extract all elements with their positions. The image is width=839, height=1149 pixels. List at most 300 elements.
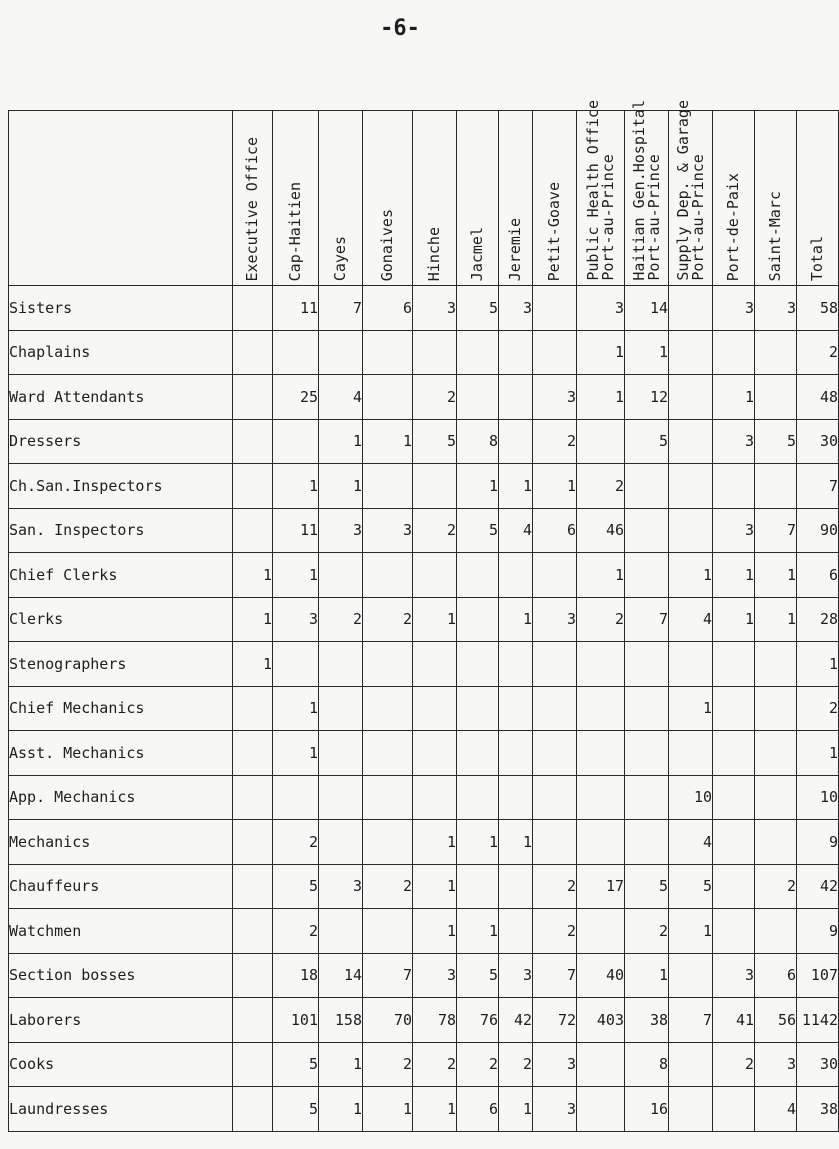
count-cell: 2 [273,909,319,954]
count-cell: 40 [577,953,625,998]
count-cell [233,330,273,375]
count-cell [499,731,533,776]
count-cell [577,1042,625,1087]
count-cell: 3 [499,953,533,998]
count-cell [457,553,499,598]
count-cell: 1 [533,464,577,509]
count-cell: 1 [233,597,273,642]
count-cell [625,775,669,820]
count-cell: 3 [533,597,577,642]
count-cell: 1 [413,597,457,642]
count-cell [577,686,625,731]
count-cell: 16 [625,1087,669,1132]
row-total-cell: 1 [797,642,839,687]
count-cell [533,686,577,731]
count-cell [457,775,499,820]
count-cell: 1 [713,597,755,642]
count-cell: 1 [457,464,499,509]
table-row [9,464,839,509]
count-cell: 2 [533,419,577,464]
count-cell: 4 [319,375,363,420]
count-cell [233,953,273,998]
count-cell: 5 [457,953,499,998]
row-label: Laborers [9,998,233,1043]
row-label: Cooks [9,1042,233,1087]
header-corner [9,111,233,286]
count-cell [499,642,533,687]
count-cell: 1 [577,330,625,375]
count-cell: 1 [319,1042,363,1087]
table-row [9,375,839,420]
count-cell [713,464,755,509]
count-cell: 2 [413,1042,457,1087]
count-cell: 7 [669,998,713,1043]
count-cell: 5 [625,419,669,464]
count-cell [669,642,713,687]
count-cell: 1 [233,553,273,598]
count-cell: 14 [319,953,363,998]
count-cell [713,1087,755,1132]
count-cell: 2 [273,820,319,865]
count-cell [669,375,713,420]
count-cell: 1 [319,419,363,464]
count-cell [669,419,713,464]
row-total-cell: 58 [797,286,839,331]
count-cell: 7 [533,953,577,998]
count-cell: 1 [499,597,533,642]
table-row [9,731,839,776]
table-row [9,1042,839,1087]
count-cell [713,864,755,909]
count-cell [625,686,669,731]
count-cell [577,642,625,687]
count-cell [713,820,755,865]
count-cell: 3 [755,1042,797,1087]
count-cell: 76 [457,998,499,1043]
count-cell: 7 [363,953,413,998]
row-label: Dressers [9,419,233,464]
count-cell: 56 [755,998,797,1043]
count-cell: 7 [319,286,363,331]
count-cell: 1 [413,864,457,909]
column-header-line: Jeremie [506,217,524,281]
count-cell: 1 [669,553,713,598]
count-cell: 1 [625,953,669,998]
count-cell: 1 [273,731,319,776]
count-cell: 46 [577,508,625,553]
column-header [499,111,533,286]
count-cell: 3 [713,419,755,464]
table-row [9,330,839,375]
count-cell [625,731,669,776]
count-cell [669,731,713,776]
column-header-line: Gonaives [378,208,396,281]
count-cell: 2 [499,1042,533,1087]
count-cell [273,419,319,464]
count-cell: 3 [363,508,413,553]
count-cell: 1 [755,597,797,642]
count-cell [755,686,797,731]
column-header [713,111,755,286]
count-cell [233,419,273,464]
column-header-line: Petit-Goave [545,181,563,281]
row-total-cell: 42 [797,864,839,909]
count-cell [625,642,669,687]
count-cell [669,508,713,553]
count-cell [713,731,755,776]
count-cell [499,553,533,598]
count-cell: 1 [363,1087,413,1132]
count-cell [499,686,533,731]
column-header-line: Cap-Haitien [286,181,304,281]
row-label: Ch.San.Inspectors [9,464,233,509]
count-cell: 1 [499,820,533,865]
count-cell [713,330,755,375]
count-cell [669,1087,713,1132]
count-cell: 3 [273,597,319,642]
column-header-line: Cayes [331,235,349,281]
column-header [625,100,669,286]
count-cell: 3 [713,286,755,331]
table-row [9,909,839,954]
row-total-cell: 2 [797,330,839,375]
count-cell: 1 [413,909,457,954]
count-cell: 2 [363,1042,413,1087]
count-cell [499,864,533,909]
count-cell [713,642,755,687]
row-total-cell: 38 [797,1087,839,1132]
row-label: Section bosses [9,953,233,998]
count-cell [457,642,499,687]
count-cell [577,419,625,464]
count-cell [413,553,457,598]
count-cell: 4 [669,597,713,642]
row-label: Stenographers [9,642,233,687]
count-cell: 5 [669,864,713,909]
column-header [755,111,797,286]
count-cell: 5 [457,508,499,553]
count-cell: 3 [413,953,457,998]
count-cell [533,330,577,375]
count-cell [499,775,533,820]
count-cell [233,909,273,954]
count-cell [755,731,797,776]
row-total-cell: 48 [797,375,839,420]
count-cell: 5 [273,1042,319,1087]
count-cell: 7 [625,597,669,642]
table-row [9,642,839,687]
count-cell: 2 [755,864,797,909]
column-header [797,111,839,286]
count-cell: 1 [363,419,413,464]
count-cell [669,953,713,998]
table-row [9,553,839,598]
count-cell [233,1042,273,1087]
count-cell: 70 [363,998,413,1043]
count-cell [273,775,319,820]
count-cell: 403 [577,998,625,1043]
count-cell [625,508,669,553]
count-cell [319,775,363,820]
count-cell: 2 [533,864,577,909]
row-label: Sisters [9,286,233,331]
count-cell: 2 [577,464,625,509]
column-header-line: Saint-Marc [766,190,784,281]
table-row [9,419,839,464]
table-row [9,775,839,820]
count-cell [625,553,669,598]
count-cell [319,686,363,731]
row-total-cell: 6 [797,553,839,598]
count-cell: 41 [713,998,755,1043]
count-cell: 1 [669,909,713,954]
count-cell [363,775,413,820]
count-cell [363,330,413,375]
count-cell: 6 [533,508,577,553]
count-cell: 3 [319,508,363,553]
count-cell: 2 [457,1042,499,1087]
count-cell: 6 [363,286,413,331]
count-cell: 1 [319,464,363,509]
count-cell [533,642,577,687]
row-total-cell: 7 [797,464,839,509]
count-cell: 101 [273,998,319,1043]
count-cell: 7 [755,508,797,553]
row-total-cell: 107 [797,953,839,998]
count-cell: 2 [363,864,413,909]
row-label: Watchmen [9,909,233,954]
row-total-cell: 30 [797,1042,839,1087]
count-cell [413,731,457,776]
count-cell: 158 [319,998,363,1043]
count-cell [413,775,457,820]
count-cell: 3 [533,375,577,420]
count-cell: 3 [755,286,797,331]
count-cell [625,820,669,865]
count-cell [755,464,797,509]
table-row [9,686,839,731]
count-cell [533,820,577,865]
count-cell [755,642,797,687]
table-row [9,597,839,642]
count-cell [363,553,413,598]
row-total-cell: 9 [797,909,839,954]
count-cell [533,553,577,598]
column-header [577,100,625,286]
row-label: Clerks [9,597,233,642]
count-cell: 1 [577,375,625,420]
count-cell: 1 [577,553,625,598]
row-total-cell: 90 [797,508,839,553]
column-header-line: Executive Office [243,136,261,281]
row-total-cell: 1 [797,731,839,776]
count-cell: 18 [273,953,319,998]
row-label: Asst. Mechanics [9,731,233,776]
count-cell: 1 [755,553,797,598]
count-cell: 5 [273,864,319,909]
column-header-line: Supply Dep. & Garage [673,100,692,281]
count-cell [669,1042,713,1087]
row-label: App. Mechanics [9,775,233,820]
count-cell: 38 [625,998,669,1043]
row-total-cell: 30 [797,419,839,464]
table-row [9,864,839,909]
count-cell [363,686,413,731]
count-cell [755,375,797,420]
count-cell: 42 [499,998,533,1043]
count-cell: 1 [233,642,273,687]
table-row [9,998,839,1043]
column-header-line: Haitian Gen.Hospital [629,100,648,281]
count-cell [669,464,713,509]
count-cell [713,909,755,954]
count-cell [713,775,755,820]
count-cell: 1 [669,686,713,731]
count-cell [233,775,273,820]
count-cell [363,820,413,865]
count-cell [233,375,273,420]
count-cell: 11 [273,508,319,553]
row-label: San. Inspectors [9,508,233,553]
column-header-line: Jacmel [468,226,486,281]
count-cell: 25 [273,375,319,420]
count-cell: 8 [457,419,499,464]
column-header [533,111,577,286]
count-cell [755,820,797,865]
column-header [457,111,499,286]
count-cell: 8 [625,1042,669,1087]
count-cell [363,731,413,776]
count-cell: 2 [577,597,625,642]
count-cell: 1 [713,375,755,420]
count-cell: 1 [273,553,319,598]
column-header-line: Total [808,235,826,281]
count-cell: 3 [413,286,457,331]
column-header-line: Port-au-Prince [598,154,617,281]
count-cell [233,686,273,731]
count-cell: 12 [625,375,669,420]
row-total-cell: 2 [797,686,839,731]
count-cell [233,820,273,865]
count-cell [577,820,625,865]
column-header [363,111,413,286]
count-cell [457,864,499,909]
count-cell [669,330,713,375]
column-header [273,111,319,286]
column-header-line: Hinche [425,226,443,281]
count-cell: 3 [533,1042,577,1087]
table-row [9,508,839,553]
column-header [233,111,273,286]
count-cell [319,330,363,375]
count-cell [233,286,273,331]
row-total-cell: 10 [797,775,839,820]
count-cell [413,330,457,375]
count-cell: 5 [457,286,499,331]
count-cell [363,375,413,420]
row-label: Laundresses [9,1087,233,1132]
count-cell: 5 [413,419,457,464]
count-cell [413,642,457,687]
count-cell [533,731,577,776]
count-cell [233,998,273,1043]
count-cell: 1 [499,464,533,509]
count-cell [363,642,413,687]
count-cell [233,1087,273,1132]
count-cell: 4 [755,1087,797,1132]
count-cell: 1 [457,820,499,865]
count-cell [755,330,797,375]
count-cell [233,464,273,509]
count-cell [499,375,533,420]
count-cell [577,1087,625,1132]
count-cell [319,642,363,687]
table-body [9,286,839,1132]
count-cell: 1 [273,464,319,509]
count-cell [577,909,625,954]
table-row [9,953,839,998]
count-cell [363,909,413,954]
count-cell [625,464,669,509]
count-cell [273,330,319,375]
count-cell [413,686,457,731]
count-cell: 2 [363,597,413,642]
count-cell [669,286,713,331]
table-row [9,820,839,865]
count-cell [577,731,625,776]
count-cell: 78 [413,998,457,1043]
count-cell: 3 [319,864,363,909]
count-cell [499,419,533,464]
count-cell [233,508,273,553]
column-header-line: Public Health Office [583,100,602,281]
count-cell [755,775,797,820]
count-cell: 1 [457,909,499,954]
table-row [9,1087,839,1132]
column-header-line: Port-au-Prince [688,154,707,281]
count-cell: 2 [713,1042,755,1087]
row-label: Chauffeurs [9,864,233,909]
count-cell: 2 [319,597,363,642]
count-cell [533,775,577,820]
count-cell [319,731,363,776]
count-cell [713,686,755,731]
count-cell: 2 [625,909,669,954]
count-cell: 2 [413,375,457,420]
count-cell: 5 [755,419,797,464]
row-total-cell: 28 [797,597,839,642]
count-cell: 6 [457,1087,499,1132]
count-cell: 14 [625,286,669,331]
count-cell: 3 [533,1087,577,1132]
count-cell [499,330,533,375]
count-cell [413,464,457,509]
row-total-cell: 9 [797,820,839,865]
count-cell [233,731,273,776]
count-cell [319,820,363,865]
count-cell [577,775,625,820]
count-cell [457,597,499,642]
row-label: Ward Attendants [9,375,233,420]
count-cell: 5 [625,864,669,909]
count-cell: 1 [499,1087,533,1132]
count-cell [457,731,499,776]
count-cell: 3 [713,508,755,553]
column-header [319,111,363,286]
page-number: -6- [380,16,420,41]
count-cell [755,909,797,954]
count-cell: 10 [669,775,713,820]
